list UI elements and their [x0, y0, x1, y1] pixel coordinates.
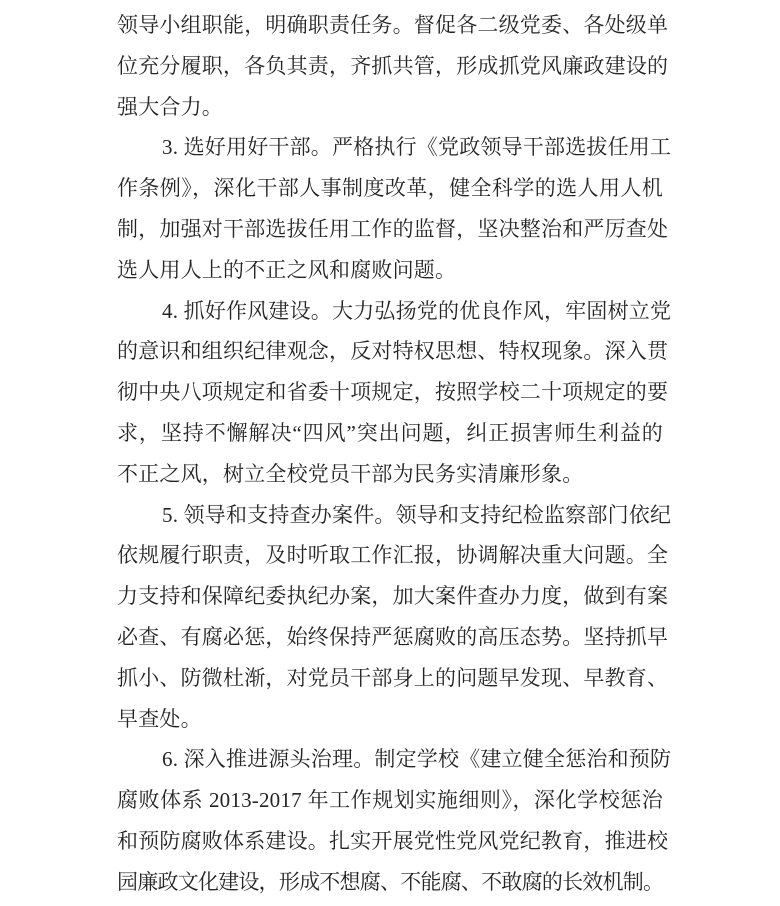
text-line: 园廉政文化建设，形成不想腐、不能腐、不敢腐的长效机制。	[117, 869, 663, 894]
text-line: 4. 抓好作风建设。大力弘扬党的优良作风，牢固树立党	[162, 298, 672, 323]
text-line: 选人用人上的不正之风和腐败问题。	[117, 257, 457, 282]
paragraph	[117, 127, 672, 290]
text-line: 5. 领导和支持查办案件。领导和支持纪检监察部门依纪	[162, 502, 672, 527]
text-line: 和预防腐败体系建设。扎实开展党性党风党纪教育，推进校	[117, 828, 669, 853]
text-line: 求，坚持不懈解决“四风”突出问题，纠正损害师生利益的	[117, 420, 663, 445]
text-line: 必查、有腐必惩，始终保持严惩腐败的高压态势。坚持抓早	[117, 624, 669, 649]
text-line: 强大合力。	[117, 94, 223, 119]
text-line: 抓小、防微杜渐，对党员干部身上的问题早发现、早教育、	[117, 665, 669, 690]
text-line: 3. 选好用好干部。严格执行《党政领导干部选拔任用工	[162, 135, 672, 160]
text-line: 位充分履职，各负其责，齐抓共管，形成抓党风廉政建设的	[117, 53, 669, 78]
text-line: 早查处。	[117, 706, 202, 731]
text-line: 不正之风，树立全校党员干部为民务实清廉形象。	[117, 461, 584, 486]
text-line: 彻中央八项规定和省委十项规定，按照学校二十项规定的要	[117, 380, 669, 405]
paragraph	[117, 495, 672, 740]
text-line: 腐败体系 2013-2017 年工作规划实施细则》，深化学校惩治	[117, 788, 663, 813]
paragraph	[117, 739, 672, 902]
text-line: 依规履行职责，及时听取工作汇报，协调解决重大问题。全	[117, 543, 669, 568]
text-line: 力支持和保障纪委执纪办案，加大案件查办力度，做到有案	[117, 584, 669, 609]
text-line: 6. 深入推进源头治理。制定学校《建立健全惩治和预防	[162, 747, 672, 772]
paragraph	[117, 5, 669, 127]
paragraph	[117, 291, 672, 495]
text-line: 作条例》，深化干部人事制度改革，健全科学的选人用人机	[117, 176, 663, 201]
text-line: 制，加强对干部选拔任用工作的监督，坚决整治和严厉查处	[117, 216, 669, 241]
text-line: 领导小组职能，明确职责任务。督促各二级党委、各处级单	[117, 13, 669, 37]
text-line: 的意识和组织纪律观念，反对特权思想、特权现象。深入贯	[117, 339, 669, 364]
